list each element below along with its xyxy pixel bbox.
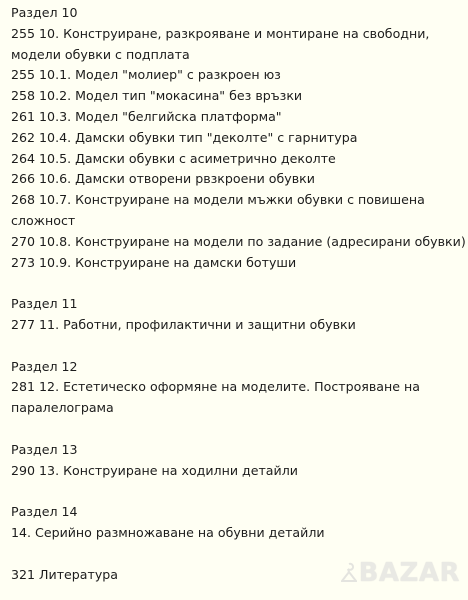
toc-entry: 261 10.3. Модел "белгийска платформа": [11, 108, 282, 124]
spacer: [11, 481, 461, 502]
toc-entry: 270 10.8. Конструиране на модели по задание (адресирани обувки): [11, 233, 466, 249]
section-heading: Раздел 13: [11, 441, 78, 457]
section-11: [11, 294, 461, 336]
spacer: [11, 336, 461, 357]
literature-entry: 321 Литература: [11, 566, 118, 582]
toc-entry: 258 10.2. Модел тип "мокасина" без връзки: [11, 88, 303, 104]
section-14: [11, 502, 461, 544]
table-of-contents: [11, 3, 466, 585]
section-heading: Раздел 11: [11, 296, 78, 312]
bazar-watermark: [341, 558, 460, 588]
section-12: [11, 357, 461, 419]
toc-entry: 266 10.6. Дамски отворени рвзкроени обувки: [11, 171, 315, 187]
spacer: [11, 419, 461, 440]
toc-entry: 273 10.9. Конструиране на дамски ботуши: [11, 254, 297, 270]
section-13: [11, 440, 461, 482]
toc-entry: 262 10.4. Дамски обувки тип "деколте" с гарнитура: [11, 129, 358, 145]
section-heading: Раздел 10: [11, 5, 78, 20]
toc-entry: 290 13. Конструиране на ходилни детайли: [11, 462, 298, 478]
toc-entry: 268 10.7. Конструиране на модели мъжки обувки с повишена сложност: [11, 192, 425, 228]
toc-entry: 255 10.1. Модел "молиер" с разкроен юз: [11, 67, 281, 83]
watermark-text: BAZAR: [358, 558, 460, 588]
toc-entry: 264 10.5. Дамски обувки с асиметрично деколте: [11, 150, 336, 166]
toc-entry: 277 11. Работни, профилактични и защитни обувки: [11, 316, 356, 332]
toc-entry: 255 10. Конструиране, разкрояване и монтиране на свободни, модели обувки с подплата: [11, 25, 430, 62]
section-10: [11, 3, 466, 273]
toc-entry: 281 12. Естетическо оформяне на моделите. Построяване на паралелограма: [11, 379, 420, 416]
hanger-icon: [341, 562, 357, 584]
section-heading: Раздел 12: [11, 358, 78, 374]
section-heading: Раздел 14: [11, 504, 78, 520]
toc-entry: 14. Серийно размножаване на обувни детайли: [11, 524, 325, 540]
spacer: [11, 273, 461, 294]
